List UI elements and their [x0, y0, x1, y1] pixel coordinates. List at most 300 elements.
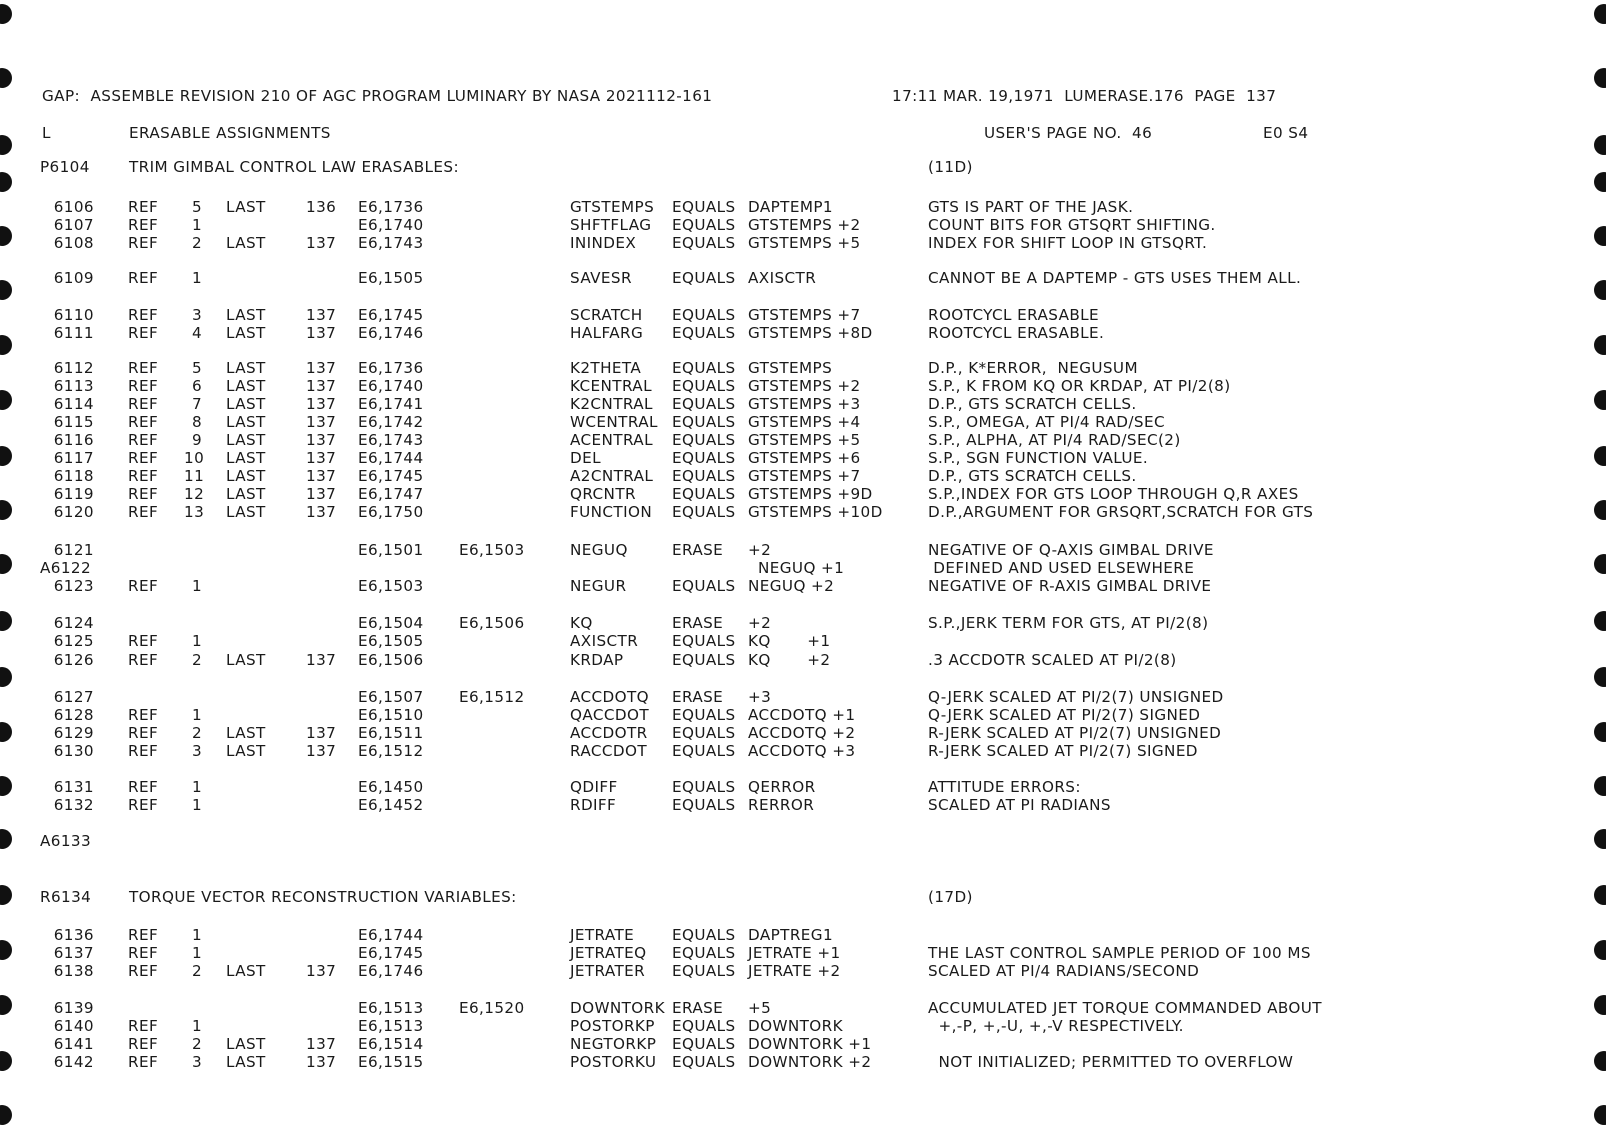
listing-line: [0, 831, 1606, 851]
symbol-label: SCRATCH: [570, 306, 643, 324]
ref-count: 1: [192, 577, 203, 595]
address: E6,1746: [358, 962, 424, 980]
listing-line: [0, 197, 1606, 217]
line-comment: GTS IS PART OF THE JASK.: [928, 198, 1134, 216]
opcode: EQUALS: [672, 485, 736, 503]
sequence-number: 6130: [53, 742, 94, 760]
last-marker: LAST: [226, 377, 266, 395]
operand: DAPTREG1: [748, 926, 834, 944]
address: E6,1746: [358, 324, 424, 342]
operand: GTSTEMPS +9D: [748, 485, 873, 503]
symbol-label: RACCDOT: [570, 742, 647, 760]
listing-line: [0, 705, 1606, 725]
line-comment: ACCUMULATED JET TORQUE COMMANDED ABOUT: [928, 999, 1322, 1017]
feed-hole: [0, 68, 12, 88]
last-page: 137: [306, 467, 337, 485]
address: E6,1505: [358, 632, 424, 650]
opcode: EQUALS: [672, 944, 736, 962]
opcode: ERASE: [672, 541, 724, 559]
operand: GTSTEMPS: [748, 359, 833, 377]
ref-marker: REF: [128, 926, 159, 944]
last-marker: LAST: [226, 306, 266, 324]
line-comment: S.P., K FROM KQ OR KRDAP, AT PI/2(8): [928, 377, 1231, 395]
operand: GTSTEMPS +10D: [748, 503, 883, 521]
listing-line: [0, 687, 1606, 707]
operand: GTSTEMPS +6: [748, 449, 861, 467]
operand: NEGUQ +1: [758, 559, 845, 577]
symbol-label: GTSTEMPS: [570, 198, 655, 216]
symbol-label: JETRATE: [570, 926, 635, 944]
listing-line: [0, 1052, 1606, 1072]
operand: GTSTEMPS +2: [748, 216, 861, 234]
operand: GTSTEMPS +4: [748, 413, 861, 431]
ref-count: 4: [192, 324, 203, 342]
last-marker: LAST: [226, 1035, 266, 1053]
sequence-number: 6132: [53, 796, 94, 814]
listing-line: [0, 448, 1606, 468]
ref-count: 9: [192, 431, 203, 449]
operand: +2: [748, 541, 772, 559]
address: E6,1747: [358, 485, 424, 503]
last-marker: LAST: [226, 651, 266, 669]
operand: +5: [748, 999, 772, 1017]
sequence-number: 6128: [53, 706, 94, 724]
symbol-label: DEL: [570, 449, 601, 467]
line-comment: .3 ACCDOTR SCALED AT PI/2(8): [928, 651, 1177, 669]
line-comment: S.P.,JERK TERM FOR GTS, AT PI/2(8): [928, 614, 1209, 632]
feed-hole: [1594, 667, 1606, 687]
symbol-label: NEGUR: [570, 577, 627, 595]
symbol-label: FUNCTION: [570, 503, 653, 521]
listing-line: [0, 233, 1606, 253]
sequence-number: 6117: [53, 449, 94, 467]
operand: ACCDOTQ +1: [748, 706, 856, 724]
ref-marker: REF: [128, 306, 159, 324]
listing-line: [0, 157, 1606, 177]
listing-line: [0, 502, 1606, 522]
symbol-label: POSTORKU: [570, 1053, 657, 1071]
listing-line: [0, 650, 1606, 670]
line-comment: NEGATIVE OF R-AXIS GIMBAL DRIVE: [928, 577, 1212, 595]
line-comment: +,-P, +,-U, +,-V RESPECTIVELY.: [928, 1017, 1184, 1035]
ref-marker: REF: [128, 359, 159, 377]
ref-marker: REF: [128, 706, 159, 724]
opcode: EQUALS: [672, 359, 736, 377]
ref-count: 1: [192, 706, 203, 724]
line-comment: D.P., K*ERROR, NEGUSUM: [928, 359, 1138, 377]
opcode: EQUALS: [672, 651, 736, 669]
ref-count: 1: [192, 216, 203, 234]
address: E6,1504: [358, 614, 424, 632]
last-marker: LAST: [226, 395, 266, 413]
ref-marker: REF: [128, 431, 159, 449]
listing-line: [0, 576, 1606, 596]
sequence-number: 6120: [53, 503, 94, 521]
listing-line: [0, 613, 1606, 633]
ref-marker: REF: [128, 962, 159, 980]
last-marker: LAST: [226, 485, 266, 503]
sequence-number: 6129: [53, 724, 94, 742]
assembly-timestamp: 17:11 MAR. 19,1971 LUMERASE.176 PAGE 137: [892, 87, 1277, 105]
ref-count: 1: [192, 926, 203, 944]
opcode: EQUALS: [672, 377, 736, 395]
line-comment: Q-JERK SCALED AT PI/2(7) SIGNED: [928, 706, 1201, 724]
last-page: 137: [306, 431, 337, 449]
ref-count: 1: [192, 269, 203, 287]
opcode: EQUALS: [672, 778, 736, 796]
ref-count: 3: [192, 306, 203, 324]
opcode: EQUALS: [672, 962, 736, 980]
symbol-label: QDIFF: [570, 778, 618, 796]
line-comment: (11D): [928, 158, 973, 176]
line-comment: S.P., ALPHA, AT PI/4 RAD/SEC(2): [928, 431, 1181, 449]
address: E6,1450: [358, 778, 424, 796]
address: E6,1744: [358, 926, 424, 944]
symbol-label: KRDAP: [570, 651, 624, 669]
user-page-number: USER'S PAGE NO. 46: [984, 124, 1153, 142]
sequence-number: 6114: [53, 395, 94, 413]
ref-count: 11: [184, 467, 205, 485]
section-header: [0, 123, 1606, 143]
ref-count: 13: [184, 503, 205, 521]
listing-line: [0, 1034, 1606, 1054]
last-page: 137: [306, 962, 337, 980]
last-page: 137: [306, 724, 337, 742]
line-comment: D.P.,ARGUMENT FOR GRSQRT,SCRATCH FOR GTS: [928, 503, 1314, 521]
ref-marker: REF: [128, 796, 159, 814]
address: E6,1512: [358, 742, 424, 760]
opcode: EQUALS: [672, 467, 736, 485]
last-marker: LAST: [226, 503, 266, 521]
ref-marker: REF: [128, 467, 159, 485]
ref-marker: REF: [128, 778, 159, 796]
feed-hole: [1594, 1105, 1606, 1125]
sequence-number: 6110: [53, 306, 94, 324]
operand: GTSTEMPS +7: [748, 467, 861, 485]
operand: DOWNTORK +2: [748, 1053, 872, 1071]
section-heading: TORQUE VECTOR RECONSTRUCTION VARIABLES:: [129, 888, 517, 906]
address: E6,1513: [358, 999, 424, 1017]
address: E6,1505: [358, 269, 424, 287]
line-comment: NOT INITIALIZED; PERMITTED TO OVERFLOW: [928, 1053, 1294, 1071]
opcode: EQUALS: [672, 431, 736, 449]
ref-count: 2: [192, 651, 203, 669]
ref-count: 10: [184, 449, 205, 467]
opcode: ERASE: [672, 999, 724, 1017]
line-comment: (17D): [928, 888, 973, 906]
address: E6,1743: [358, 431, 424, 449]
opcode: EQUALS: [672, 234, 736, 252]
last-page: 137: [306, 503, 337, 521]
address: E6,1506: [358, 651, 424, 669]
sequence-number: 6115: [53, 413, 94, 431]
sequence-number: 6106: [53, 198, 94, 216]
address: E6,1740: [358, 216, 424, 234]
opcode: EQUALS: [672, 577, 736, 595]
feed-hole: [0, 4, 12, 24]
opcode: EQUALS: [672, 926, 736, 944]
last-page: 137: [306, 485, 337, 503]
listing-line: [0, 430, 1606, 450]
sequence-number: 6126: [53, 651, 94, 669]
ref-count: 6: [192, 377, 203, 395]
last-marker: LAST: [226, 359, 266, 377]
sequence-number: 6138: [53, 962, 94, 980]
line-comment: THE LAST CONTROL SAMPLE PERIOD OF 100 MS: [928, 944, 1311, 962]
operand: ACCDOTQ +2: [748, 724, 856, 742]
last-marker: LAST: [226, 742, 266, 760]
last-page: 136: [306, 198, 337, 216]
address: E6,1736: [358, 198, 424, 216]
ref-marker: REF: [128, 377, 159, 395]
address: E6,1742: [358, 413, 424, 431]
last-marker: LAST: [226, 198, 266, 216]
listing-tag: L: [42, 124, 51, 142]
listing-line: [0, 741, 1606, 761]
ref-count: 3: [192, 1053, 203, 1071]
listing-line: [0, 484, 1606, 504]
address: E6,1513: [358, 1017, 424, 1035]
listing-line: [0, 412, 1606, 432]
opcode: EQUALS: [672, 742, 736, 760]
sequence-number: 6131: [53, 778, 94, 796]
opcode: EQUALS: [672, 1053, 736, 1071]
ref-count: 2: [192, 724, 203, 742]
address-end: E6,1503: [459, 541, 525, 559]
operand: KQ +1: [748, 632, 831, 650]
ref-marker: REF: [128, 944, 159, 962]
ref-marker: REF: [128, 324, 159, 342]
sequence-number: 6111: [53, 324, 94, 342]
address: E6,1745: [358, 944, 424, 962]
address: E6,1501: [358, 541, 424, 559]
last-page: 137: [306, 377, 337, 395]
address: E6,1510: [358, 706, 424, 724]
sequence-number: 6112: [53, 359, 94, 377]
section-heading: TRIM GIMBAL CONTROL LAW ERASABLES:: [129, 158, 459, 176]
operand: GTSTEMPS +8D: [748, 324, 873, 342]
ref-marker: REF: [128, 1017, 159, 1035]
last-marker: LAST: [226, 962, 266, 980]
line-comment: R-JERK SCALED AT PI/2(7) SIGNED: [928, 742, 1198, 760]
ref-count: 2: [192, 962, 203, 980]
symbol-label: SAVESR: [570, 269, 632, 287]
symbol-label: QRCNTR: [570, 485, 636, 503]
ref-marker: REF: [128, 269, 159, 287]
ref-count: 1: [192, 778, 203, 796]
symbol-label: KQ: [570, 614, 593, 632]
opcode: ERASE: [672, 614, 724, 632]
opcode: EQUALS: [672, 706, 736, 724]
ref-count: 7: [192, 395, 203, 413]
operand: DOWNTORK +1: [748, 1035, 872, 1053]
opcode: EQUALS: [672, 269, 736, 287]
ref-count: 3: [192, 742, 203, 760]
ref-count: 1: [192, 944, 203, 962]
symbol-label: SHFTFLAG: [570, 216, 652, 234]
line-comment: DEFINED AND USED ELSEWHERE: [928, 559, 1195, 577]
address: E6,1507: [358, 688, 424, 706]
ref-count: 2: [192, 1035, 203, 1053]
listing-line: [0, 723, 1606, 743]
listing-line: [0, 215, 1606, 235]
ref-marker: REF: [128, 413, 159, 431]
address: E6,1745: [358, 467, 424, 485]
last-page: 137: [306, 395, 337, 413]
sequence-number: 6125: [53, 632, 94, 650]
opcode: EQUALS: [672, 395, 736, 413]
line-comment: INDEX FOR SHIFT LOOP IN GTSQRT.: [928, 234, 1208, 252]
opcode: EQUALS: [672, 632, 736, 650]
ref-count: 1: [192, 632, 203, 650]
line-comment: S.P., OMEGA, AT PI/4 RAD/SEC: [928, 413, 1165, 431]
listing-line: [0, 558, 1606, 578]
operand: DAPTEMP1: [748, 198, 833, 216]
listing-line: [0, 305, 1606, 325]
feed-hole: [0, 1105, 12, 1125]
sequence-number: A6133: [40, 832, 92, 850]
feed-hole: [1594, 4, 1606, 24]
sequence-number: 6116: [53, 431, 94, 449]
address: E6,1511: [358, 724, 424, 742]
ref-marker: REF: [128, 577, 159, 595]
ref-marker: REF: [128, 724, 159, 742]
last-marker: LAST: [226, 234, 266, 252]
address: E6,1740: [358, 377, 424, 395]
sequence-number: 6109: [53, 269, 94, 287]
symbol-label: KCENTRAL: [570, 377, 652, 395]
line-comment: ATTITUDE ERRORS:: [928, 778, 1081, 796]
last-marker: LAST: [226, 324, 266, 342]
sequence-number: 6107: [53, 216, 94, 234]
address-end: E6,1520: [459, 999, 525, 1017]
last-page: 137: [306, 413, 337, 431]
ref-marker: REF: [128, 198, 159, 216]
line-comment: SCALED AT PI/4 RADIANS/SECOND: [928, 962, 1200, 980]
address: E6,1503: [358, 577, 424, 595]
listing-line: [0, 925, 1606, 945]
operand: GTSTEMPS +5: [748, 234, 861, 252]
last-marker: LAST: [226, 413, 266, 431]
line-comment: ROOTCYCL ERASABLE.: [928, 324, 1105, 342]
symbol-label: POSTORKP: [570, 1017, 655, 1035]
symbol-label: ININDEX: [570, 234, 637, 252]
line-comment: NEGATIVE OF Q-AXIS GIMBAL DRIVE: [928, 541, 1214, 559]
line-comment: CANNOT BE A DAPTEMP - GTS USES THEM ALL.: [928, 269, 1302, 287]
listing-line: [0, 323, 1606, 343]
opcode: EQUALS: [672, 449, 736, 467]
ref-marker: REF: [128, 485, 159, 503]
sequence-number: 6113: [53, 377, 94, 395]
address: E6,1514: [358, 1035, 424, 1053]
ref-marker: REF: [128, 632, 159, 650]
operand: NEGUQ +2: [748, 577, 835, 595]
symbol-label: WCENTRAL: [570, 413, 658, 431]
ref-count: 1: [192, 796, 203, 814]
sequence-number: 6136: [53, 926, 94, 944]
listing-line: [0, 887, 1606, 907]
listing-line: [0, 540, 1606, 560]
opcode: EQUALS: [672, 724, 736, 742]
page-code: E0 S4: [1263, 124, 1309, 142]
symbol-label: DOWNTORK: [570, 999, 665, 1017]
address: E6,1744: [358, 449, 424, 467]
symbol-label: K2THETA: [570, 359, 642, 377]
sequence-number: 6127: [53, 688, 94, 706]
last-page: 137: [306, 1053, 337, 1071]
listing-line: [0, 394, 1606, 414]
operand: RERROR: [748, 796, 815, 814]
ref-marker: REF: [128, 742, 159, 760]
sequence-number: P6104: [40, 158, 90, 176]
operand: GTSTEMPS +3: [748, 395, 861, 413]
opcode: EQUALS: [672, 1035, 736, 1053]
address: E6,1750: [358, 503, 424, 521]
sequence-number: 6121: [53, 541, 94, 559]
operand: ACCDOTQ +3: [748, 742, 856, 760]
sequence-number: 6140: [53, 1017, 94, 1035]
sequence-number: 6137: [53, 944, 94, 962]
sequence-number: 6123: [53, 577, 94, 595]
last-page: 137: [306, 449, 337, 467]
sequence-number: 6141: [53, 1035, 94, 1053]
last-page: 137: [306, 324, 337, 342]
sequence-number: 6142: [53, 1053, 94, 1071]
operand: GTSTEMPS +5: [748, 431, 861, 449]
ref-marker: REF: [128, 1053, 159, 1071]
opcode: EQUALS: [672, 324, 736, 342]
page-header: [0, 86, 1606, 106]
symbol-label: HALFARG: [570, 324, 644, 342]
section-title: ERASABLE ASSIGNMENTS: [129, 124, 331, 142]
operand: QERROR: [748, 778, 816, 796]
last-marker: LAST: [226, 1053, 266, 1071]
last-page: 137: [306, 1035, 337, 1053]
sequence-number: 6124: [53, 614, 94, 632]
listing-line: [0, 376, 1606, 396]
symbol-label: K2CNTRAL: [570, 395, 653, 413]
line-comment: D.P., GTS SCRATCH CELLS.: [928, 395, 1137, 413]
line-comment: S.P.,INDEX FOR GTS LOOP THROUGH Q,R AXES: [928, 485, 1299, 503]
last-marker: LAST: [226, 449, 266, 467]
opcode: EQUALS: [672, 306, 736, 324]
symbol-label: A2CNTRAL: [570, 467, 654, 485]
address: E6,1736: [358, 359, 424, 377]
ref-count: 12: [184, 485, 205, 503]
assembly-title: GAP: ASSEMBLE REVISION 210 OF AGC PROGRAM LUMINARY BY NASA 2021112-161: [42, 87, 713, 105]
ref-marker: REF: [128, 395, 159, 413]
last-marker: LAST: [226, 431, 266, 449]
symbol-label: AXISCTR: [570, 632, 639, 650]
address: E6,1452: [358, 796, 424, 814]
operand: DOWNTORK: [748, 1017, 843, 1035]
ref-marker: REF: [128, 234, 159, 252]
opcode: EQUALS: [672, 198, 736, 216]
sequence-number: 6118: [53, 467, 94, 485]
address: E6,1515: [358, 1053, 424, 1071]
line-comment: R-JERK SCALED AT PI/2(7) UNSIGNED: [928, 724, 1222, 742]
ref-marker: REF: [128, 449, 159, 467]
last-page: 137: [306, 742, 337, 760]
sequence-number: A6122: [40, 559, 92, 577]
operand: GTSTEMPS +7: [748, 306, 861, 324]
ref-count: 2: [192, 234, 203, 252]
address-end: E6,1512: [459, 688, 525, 706]
last-page: 137: [306, 234, 337, 252]
operand: JETRATE +1: [748, 944, 841, 962]
last-page: 137: [306, 359, 337, 377]
listing-line: [0, 1016, 1606, 1036]
